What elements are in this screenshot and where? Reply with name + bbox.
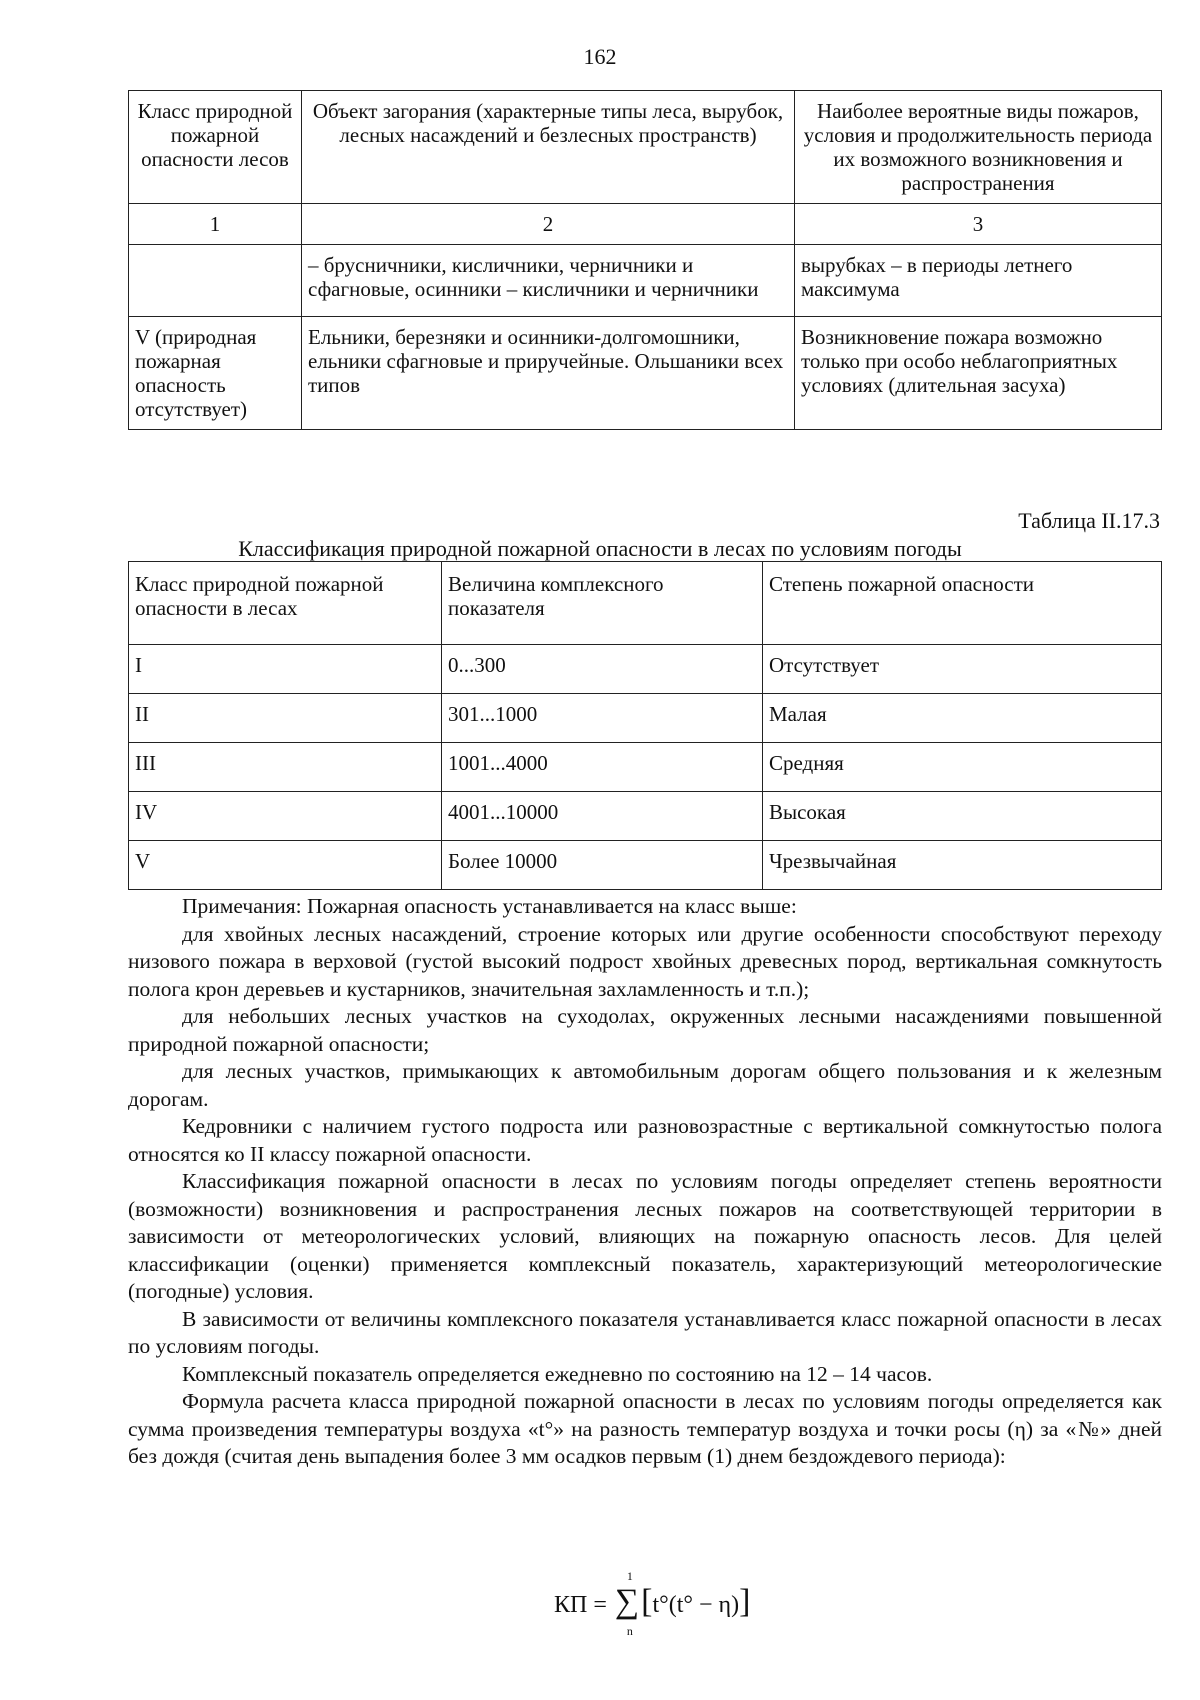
paragraph: Примечания: Пожарная опасность устанавливается на класс выше: bbox=[182, 894, 797, 918]
paragraph: Кедровники с наличием густого подроста или разновозрастные с вертикальной сомкнутостью полога относятся ко II классу пожарной опасности. bbox=[128, 1114, 1162, 1166]
paragraph: В зависимости от величины комплексного показателя устанавливается класс пожарной опасности в лесах по условиям погоды. bbox=[128, 1306, 1162, 1358]
table-cell bbox=[129, 245, 302, 317]
table-cell: I bbox=[129, 645, 442, 694]
header-cell: Объект загорания (характерные типы леса, вырубок, лесных насаждений и безлесных пространств) bbox=[302, 91, 795, 204]
table-cell: III bbox=[129, 743, 442, 792]
table-cell: Высокая bbox=[763, 792, 1162, 841]
table-cell: – брусничники, кисличники, черничники и сфагновые, осинники – кисличники и черничники bbox=[302, 245, 795, 317]
table-cell: Ельники, березняки и осинники-долгомошники, ельники сфагновые и приручейные. Ольшаники всех типов bbox=[302, 317, 795, 430]
table-header-row bbox=[129, 562, 1162, 645]
table-cell: V bbox=[129, 841, 442, 890]
body-text bbox=[128, 893, 1162, 1471]
table-header-row bbox=[129, 91, 1162, 204]
header-cell: Класс природной пожарной опасности в лесах bbox=[129, 562, 442, 645]
table-cell: Возникновение пожара возможно только при особо неблагоприятных условиях (длительная засуха) bbox=[795, 317, 1162, 430]
formula-lhs: КП = bbox=[554, 1592, 607, 1618]
header-cell: Степень пожарной опасности bbox=[763, 562, 1162, 645]
table-cell: Средняя bbox=[763, 743, 1162, 792]
table-label: Таблица II.17.3 bbox=[1018, 508, 1160, 533]
table-cell: V (природная пожарная опасность отсутствует) bbox=[129, 317, 302, 430]
table-cell: Чрезвычайная bbox=[763, 841, 1162, 890]
table-cell: вырубках – в периоды летнего максимума bbox=[795, 245, 1162, 317]
table-cell: Отсутствует bbox=[763, 645, 1162, 694]
table-cell: Малая bbox=[763, 694, 1162, 743]
table-row bbox=[129, 245, 1162, 317]
header-cell: Класс природной пожарной опасности лесов bbox=[129, 91, 302, 204]
table-cell: IV bbox=[129, 792, 442, 841]
number-cell: 1 bbox=[129, 204, 302, 245]
page-number: 162 bbox=[583, 44, 617, 69]
paragraph: Комплексный показатель определяется ежедневно по состоянию на 12 – 14 часов. bbox=[182, 1361, 933, 1386]
table-cell: 301...1000 bbox=[442, 694, 763, 743]
header-cell: Наиболее вероятные виды пожаров, условия и продолжительность периода их возможного возникновения и распространения bbox=[795, 91, 1162, 204]
table-cell: Более 10000 bbox=[442, 841, 763, 890]
table-cell: 4001...10000 bbox=[442, 792, 763, 841]
sum-upper-limit: 1 bbox=[626, 1569, 633, 1583]
table-row bbox=[129, 792, 1162, 841]
table-row bbox=[129, 841, 1162, 890]
paragraph: Формула расчета класса природной пожарной опасности в лесах по условиям погоды определяется как сумма произведения температуры воздуха «t°» на разность температур воздуха и точки росы (η) за «№» дней без дождя (считая день выпадения более 3 мм осадков первым (1) днем бездождевого периода): bbox=[128, 1389, 1162, 1468]
table-weather-fire-classes bbox=[128, 561, 1162, 890]
paragraph: для лесных участков, примыкающих к автомобильным дорогам общего пользования и к железным дорогам. bbox=[128, 1059, 1162, 1111]
table-row bbox=[129, 645, 1162, 694]
paragraph: для небольших лесных участков на суходолах, окруженных лесными насаждениями повышенной природной пожарной опасности; bbox=[128, 1004, 1162, 1056]
paragraph: Классификация пожарной опасности в лесах по условиям погоды определяет степень вероятности (возможности) возникновения и распространения лесных пожаров на соответствующей территории в зависимости от метеорологических условий, влияющих на пожарную опасность лесов. Для целей классификации (оценки) применяется комплексный показатель, характеризующий метеорологические (погодные) условия. bbox=[128, 1169, 1162, 1303]
table-cell: II bbox=[129, 694, 442, 743]
paragraph: для хвойных лесных насаждений, строение которых или другие особенности способствуют переходу низового пожара в верховой (густой высокий подрост хвойных древесных пород, вертикальная сомкнутость полога крон деревьев и кустарников, значительная захламленность и т.п.); bbox=[128, 921, 1162, 1001]
table-row bbox=[129, 694, 1162, 743]
sum-lower-limit: n bbox=[626, 1624, 633, 1638]
sum-sign: ∑ 1 n bbox=[614, 1569, 640, 1638]
formula: КП = ∑ 1 n [t°(t° − η)] bbox=[554, 1569, 751, 1638]
table-cell: 0...300 bbox=[442, 645, 763, 694]
number-cell: 3 bbox=[795, 204, 1162, 245]
table-row bbox=[129, 317, 1162, 430]
table-title: Классификация природной пожарной опасности в лесах по условиям погоды bbox=[238, 536, 962, 561]
table-number-row bbox=[129, 204, 1162, 245]
table-row bbox=[129, 743, 1162, 792]
header-cell: Величина комплексного показателя bbox=[442, 562, 763, 645]
formula-body: t°(t° − η) bbox=[652, 1592, 740, 1618]
table-fire-object-classes bbox=[128, 90, 1162, 430]
number-cell: 2 bbox=[302, 204, 795, 245]
table-cell: 1001...4000 bbox=[442, 743, 763, 792]
